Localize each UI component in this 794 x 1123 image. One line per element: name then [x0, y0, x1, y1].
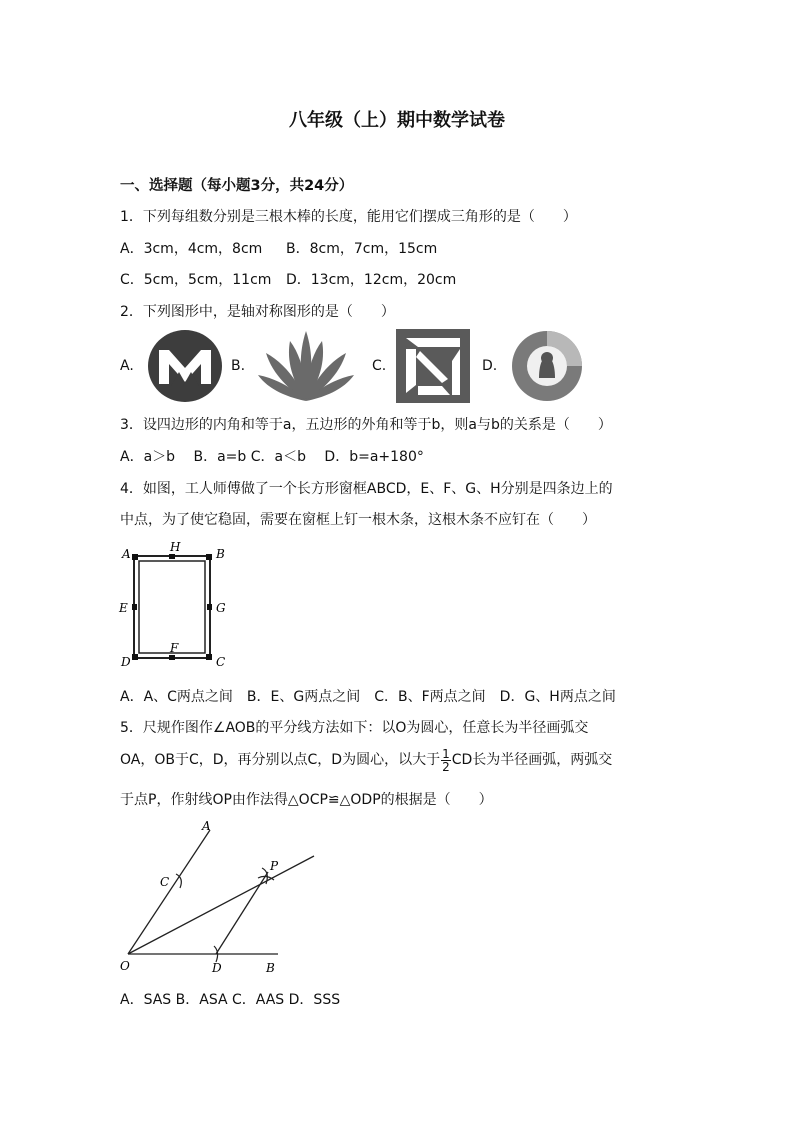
question-3-options: A．a＞b B．a=b C．a＜b D．b=a+180° — [120, 449, 424, 465]
angle-label-p: P — [270, 859, 279, 873]
question-5-stem-line2-pre: OA，OB于C，D，再分别以点C，D为圆心，以大于 — [120, 752, 441, 768]
question-1-option-d: D．13cm，12cm，20cm — [286, 272, 457, 288]
angle-label-a: A — [202, 819, 211, 833]
question-2-label-b: B. — [231, 358, 246, 374]
window-label-h: H — [170, 540, 181, 554]
question-5-angle-bisector-figure — [116, 816, 326, 978]
window-label-f: F — [170, 641, 179, 655]
question-1-option-b: B．8cm，7cm，15cm — [286, 241, 438, 257]
angle-label-b: B — [266, 961, 275, 975]
window-label-e: E — [119, 601, 128, 615]
window-label-g: G — [216, 601, 226, 615]
angle-label-d: D — [212, 961, 222, 975]
logo-d-circle-icon — [507, 328, 587, 404]
question-5-stem-line1: 5．尺规作图作∠AOB的平分线方法如下：以O为圆心，任意长为半径画弧交 — [120, 720, 589, 736]
window-label-b: B — [216, 547, 225, 561]
question-1-option-a: A．3cm，4cm，8cm — [120, 241, 263, 257]
question-5-stem-line2 — [120, 745, 612, 775]
question-3-stem: 3．设四边形的内角和等于a，五边形的外角和等于b，则a与b的关系是（ ） — [120, 417, 612, 433]
angle-label-c: C — [160, 875, 170, 889]
fraction-one-half — [441, 748, 451, 773]
window-label-d: D — [121, 655, 131, 669]
window-label-a: A — [122, 547, 131, 561]
question-2-label-a: A. — [120, 358, 134, 374]
fraction-numerator: 1 — [442, 746, 450, 761]
section-heading: 一、选择题（每小题3分，共24分） — [120, 178, 354, 194]
window-label-c: C — [216, 655, 226, 669]
question-2-stem: 2．下列图形中，是轴对称图形的是（ ） — [120, 304, 395, 320]
angle-label-o: O — [120, 959, 130, 973]
question-2-label-c: C. — [372, 358, 387, 374]
question-4-stem-line1: 4．如图，工人师傅做了一个长方形窗框ABCD，E、F、G、H分别是四条边上的 — [120, 481, 613, 497]
logo-a-metro-icon — [145, 328, 225, 404]
page-title: 八年级（上）期中数学试卷 — [289, 110, 505, 131]
question-5-options: A．SAS B．ASA C．AAS D．SSS — [120, 992, 341, 1008]
question-1-option-c: C．5cm，5cm，11cm — [120, 272, 272, 288]
question-5-stem-line2-post: CD长为半径画弧，两弧交 — [451, 752, 613, 768]
question-4-options: A．A、C两点之间 B．E、G两点之间 C．B、F两点之间 D．G、H两点之间 — [120, 689, 616, 705]
question-4-window-figure — [116, 540, 236, 670]
question-4-stem-line2: 中点，为了使它稳固，需要在窗框上钉一根木条，这根木条不应钉在（ ） — [120, 512, 596, 528]
logo-c-square-icon — [396, 329, 470, 403]
question-5-stem-line3: 于点P，作射线OP由作法得△OCP≌△ODP的根据是（ ） — [120, 792, 493, 808]
question-2-label-d: D. — [482, 358, 498, 374]
fraction-denominator: 2 — [442, 759, 450, 774]
logo-b-petals-icon — [256, 327, 356, 405]
question-1-stem: 1．下列每组数分别是三根木棒的长度，能用它们摆成三角形的是（ ） — [120, 209, 577, 225]
